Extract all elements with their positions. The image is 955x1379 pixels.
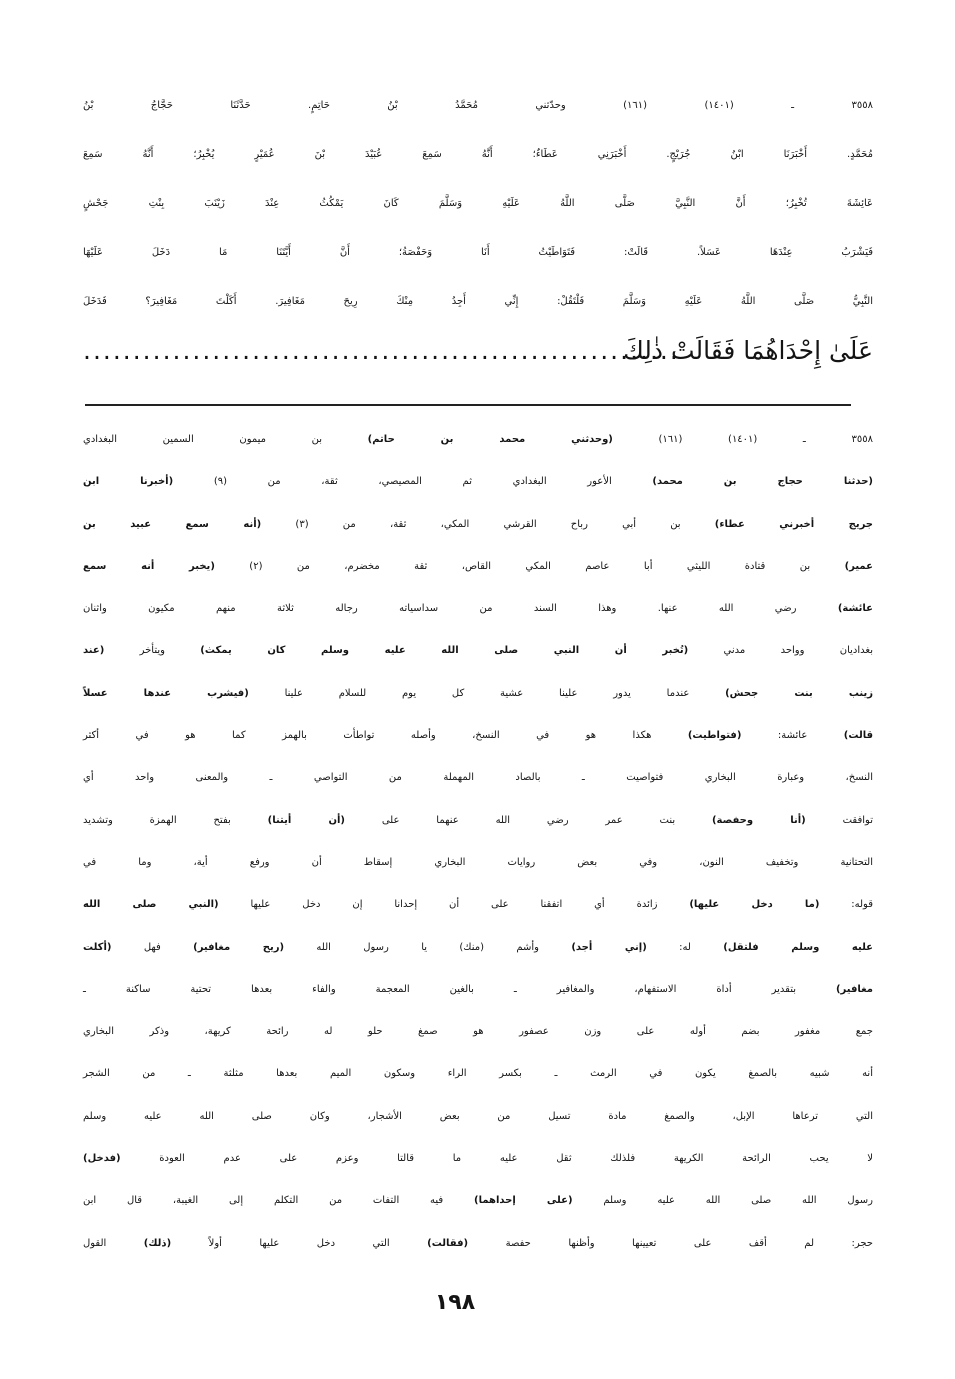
commentary-matn-quote: (أكلت	[83, 941, 112, 953]
commentary-matn-quote: (النبي صلى الله	[83, 899, 219, 911]
commentary-text: توافقت	[805, 814, 873, 826]
commentary-line	[83, 1180, 873, 1222]
continuation-dots: ............................................................	[83, 336, 680, 365]
commentary-matn-quote: (وحدثني محمد بن حاتم)	[367, 434, 613, 445]
commentary-text: التي ترعاها الإبل، والصمغ مادة تسيل من بعض الأشجار، وكان صلى الله عليه وسلم	[83, 1110, 873, 1122]
commentary-matn-quote: (ذلك)	[143, 1237, 172, 1249]
commentary-matn-quote: عمير)	[844, 560, 873, 572]
commentary-text: بن قتادة الليثي أبا عاصم المكي القاص، ثقة مخضرم، من (٢)	[214, 560, 845, 572]
commentary-text: عندما يدور علينا عشية كل يوم للسلام علينا	[248, 687, 726, 699]
commentary-line	[83, 419, 873, 461]
commentary-matn-quote: جريج أخبرني عطاء)	[714, 518, 874, 530]
commentary-text: النسخ، وعبارة البخاري فتواصيت ـ بالصاد المهملة من التواصي ـ والمعنى واحد أي	[83, 772, 873, 784]
commentary-text: فهل	[111, 941, 194, 953]
commentary-text: القول	[83, 1237, 144, 1249]
commentary-matn-quote: مغافير)	[835, 983, 873, 995]
commentary-text: التي دخل عليها أولاً	[171, 1237, 428, 1249]
commentary-text: جمع مغفور بضم أوله على وزن عصفور هو صمغ حلو له رائحة كريهة، وذكر البخاري	[83, 1026, 873, 1038]
commentary-matn-quote: (ما دخل عليها)	[689, 899, 820, 911]
commentary-matn-quote: (فيشرب عندها عسلاً	[83, 687, 249, 699]
commentary-matn-quote: (أن أيتنا)	[267, 814, 345, 826]
commentary-matn-quote: (أخبرنا ابن	[83, 476, 174, 488]
commentary-line	[83, 1096, 873, 1138]
commentary-text: بغداديان وواحد مدني	[688, 645, 874, 657]
footnote-separator-rule	[85, 404, 851, 406]
commentary-line	[83, 1011, 873, 1053]
commentary-line	[83, 1223, 873, 1265]
commentary-text: أنه شبيه بالصمغ يكون في الرمث ـ بكسر الراء وسكون الميم بعدها مثلثة ـ من الشجر	[83, 1068, 873, 1080]
commentary-line	[83, 884, 873, 926]
commentary-text: فيه التفات من التكلم إلى الغيبة، قال ابن	[83, 1195, 475, 1207]
commentary-matn-quote: (أنه سمع عبيد بن	[83, 518, 262, 530]
commentary-matn-quote: زينب بنت جحش)	[725, 687, 874, 699]
commentary-line	[83, 461, 873, 503]
commentary-line	[83, 1138, 873, 1180]
commentary-matn-quote: (تُخبر أن النبي صلى الله عليه وسلم كان يمكث)	[200, 645, 689, 657]
commentary-text: بتقدير أداة الاستفهام، والمغافير ـ بالغين المعجمة والفاء بعدها تحتية ساكنة ـ	[83, 983, 836, 995]
commentary-matn-quote: قالت)	[843, 730, 873, 742]
commentary-line	[83, 927, 873, 969]
commentary-text: لا يحب الرائحة الكريهة فلذلك ثقل عليه ما قالتا وعزم على عدم العودة	[120, 1153, 873, 1165]
commentary-matn-quote: (إني أجد)	[571, 941, 647, 953]
commentary-text: رضي الله عنها. وهذا السند من سداسياته رجاله ثلاثة منهم مكيون واثنان	[83, 603, 838, 615]
commentary-text: له:	[646, 941, 724, 953]
commentary-line	[83, 630, 873, 672]
commentary-matn-quote: (عند	[83, 645, 105, 657]
commentary-text: عائشة:	[741, 730, 844, 742]
commentary-matn-quote: (فقالت)	[427, 1237, 469, 1249]
commentary-text: حجر: لم أقف على تعيينها وأظنها حفصة	[468, 1237, 873, 1249]
commentary-matn-quote: (يخبر أنه سمع	[83, 560, 215, 572]
commentary-text: ٣٥٥٨ ـ (١٤٠١) (١٦١)	[612, 434, 873, 445]
commentary-text: قوله:	[819, 899, 873, 911]
commentary-matn-quote: (فدخل)	[83, 1153, 121, 1165]
commentary-line	[83, 969, 873, 1011]
commentary-text: التحتانية وتخفيف النون، وفي بعض روايات البخاري إسقاط أن ورفع أية، وما في	[83, 856, 873, 868]
hadith-line: ٣٥٥٨ ـ (١٤٠١) (١٦١) وحدّثني مُحَمَّدُ بْنُ حَاتِمٍ. حَدَّثَنَا حَجَّاجُ بْنُ	[83, 100, 873, 111]
commentary-line	[83, 588, 873, 630]
hadith-line: فَيَشْرَبُ عِنْدَهَا عَسَلاً. قَالَتْ: فَتَوَاطَيْتُ أَنَا وَحَفْصَةُ؛ أَنَّ أَيَّتَنَا مَا دَخَلَ عَلَيْهَا	[83, 247, 873, 258]
commentary-text: ويتأخر	[104, 645, 201, 657]
commentary-text: هكذا هو في النسخ، وأصله تواطأت بالهمز كما هو في أكثر	[83, 730, 688, 742]
commentary-text: زائدة أي اتفقنا على أن إحدانا إن دخل عليها	[218, 899, 690, 911]
commentary-line	[83, 673, 873, 715]
commentary-line	[83, 715, 873, 757]
hadith-text-block	[83, 81, 873, 375]
commentary-block	[83, 419, 873, 1265]
commentary-text: وأشم (منك) يا رسول الله	[284, 941, 572, 953]
commentary-matn-quote: (على إحداهما)	[474, 1195, 573, 1207]
commentary-matn-quote: (ريح مغافير)	[193, 941, 285, 953]
hadith-line: النَّبِيُّ صَلَّى اللَّهُ عَلَيْهِ وَسَلَّمَ فَلْتَقُلْ: إِنِّي أَجِدُ مِنْكَ رِيحَ مَغَافِيرَ. أَكَلْتَ مَغَافِيرَ؟ فَدَخَلَ	[83, 296, 873, 307]
commentary-line	[83, 504, 873, 546]
hadith-line: مُحَمَّدٍ. أَخْبَرَنَا ابْنُ جُرَيْجٍ. أَخْبَرَنِي عَطَاءٌ؛ أَنَّهُ سَمِعَ عُبَيْدَ بْنَ عُمَيْرٍ يُخْبِرُ؛ أَنَّهُ سَمِعَ	[83, 149, 873, 160]
commentary-line	[83, 757, 873, 799]
hadith-last-line-text: عَلَىٰ إِحْدَاهُمَا فَقَالَتْ ذٰلِكَ	[623, 336, 873, 365]
commentary-matn-quote: (فتواطيت)	[687, 730, 742, 742]
commentary-line	[83, 1053, 873, 1095]
commentary-line	[83, 842, 873, 884]
commentary-text: بفتح الهمزة وتشديد	[83, 814, 268, 826]
commentary-matn-quote: (أنا وحفصة)	[711, 814, 806, 826]
commentary-text: الأعور البغدادي ثم المصيصي، ثقة، من (٩)	[173, 476, 653, 488]
commentary-text: بنت عمر رضي الله عنهما على	[345, 814, 712, 826]
commentary-text: بن ميمون السمين البغدادي	[83, 434, 368, 445]
hadith-line: عَائِشَةَ تُخْبِرُ؛ أَنَّ النَّبِيَّ صَلَّى اللَّهُ عَلَيْهِ وَسَلَّمَ كَانَ يَمْكُثُ عِنْدَ زَيْنَبَ بِنْتِ جَحْشٍ	[83, 198, 873, 209]
page-number: ١٩٨	[434, 1290, 476, 1315]
commentary-matn-quote: عائشة)	[837, 603, 873, 615]
commentary-text: بن أبي رباح القرشي المكي، ثقة، من (٣)	[261, 518, 715, 530]
commentary-line	[83, 546, 873, 588]
commentary-text: رسول الله صلى الله عليه وسلم	[572, 1195, 873, 1207]
commentary-matn-quote: عليه وسلم فلتقل)	[723, 941, 873, 953]
commentary-matn-quote: (حدثنا حجاج بن محمد)	[652, 476, 873, 488]
commentary-line	[83, 800, 873, 842]
hadith-last-line	[83, 326, 873, 375]
